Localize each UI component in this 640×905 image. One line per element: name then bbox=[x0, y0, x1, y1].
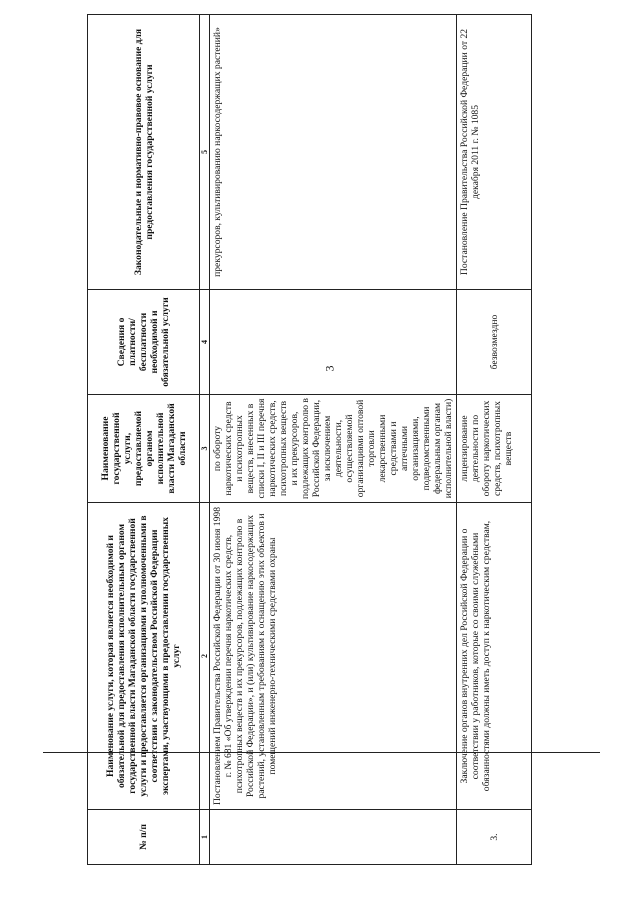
row-legal-basis: Постановление Правительства Российской Федерации от 22 декабря 2011 г. № 1085 bbox=[457, 15, 532, 290]
header-required-service: Наименование услуги, которая является необходимой и обязательной для предоставления исполнительным органом государственной власти Магаданской области государственной услуги и предоставляется организациями и уполномоченными в соответствии с законодательством Российской Федерации экспертами, участвующими в предоставлении государственных услуг bbox=[88, 503, 200, 810]
column-number: 2 bbox=[200, 503, 210, 810]
column-number: 3 bbox=[200, 395, 210, 503]
header-number: № п/п bbox=[88, 810, 200, 865]
column-number-row bbox=[200, 15, 210, 865]
table-header-row bbox=[88, 15, 200, 865]
services-table bbox=[87, 14, 532, 865]
header-legal-basis: Законодательные и нормативно-правовое основание для предоставления государственной услуги bbox=[88, 15, 200, 290]
row-number bbox=[210, 810, 457, 865]
row-required-service: Заключение органов внутренних дел Российской Федерации о соответствии у работников, которые со своими служебными обязанностями должны иметь доступ к наркотическим средствам, bbox=[457, 503, 532, 810]
row-legal-basis: прекурсоров, культивированию наркосодержащих растений» bbox=[210, 15, 457, 290]
row-state-service: лицензирование деятельности по обороту наркотических средств, психотропных веществ bbox=[457, 395, 532, 503]
row-number: 3. bbox=[457, 810, 532, 865]
row-payment: безвозмездно bbox=[457, 290, 532, 395]
row-state-service: по обороту наркотических средств и психотропных веществ, внесенных в списки I, II и III перечня наркотических средств, психотропных веществ и их прекурсоров, подлежащих контролю в Российской Федерации, за исключением деятельности, осуществляемой организациями оптовой торговли лекарственными средствами и аптечными организациями, подведомственными федеральным органам исполнительной власти) bbox=[210, 395, 457, 503]
table-row bbox=[210, 15, 457, 865]
row-payment bbox=[210, 290, 457, 395]
column-number: 4 bbox=[200, 290, 210, 395]
header-state-service: Наименование государственной услуги, предоставляемой органом исполнительной власти Магаданской области bbox=[88, 395, 200, 503]
rotated-table-container bbox=[87, 15, 513, 865]
row-required-service: Постановлением Правительства Российской Федерации от 30 июня 1998 г. № 681 «Об утверждении перечня наркотических средств, психотропных веществ и их прекурсоров, подлежащих контролю в Российской Федерации», и (или) культивирование наркосодержащих растений, установленным требованиям к оснащению этих объектов и помещений инженерно-техническими средствами охраны bbox=[210, 503, 457, 810]
page-number: 3 bbox=[322, 365, 337, 372]
table-row bbox=[457, 15, 532, 865]
column-number: 1 bbox=[200, 810, 210, 865]
header-payment: Сведения о платности/ бесплатности необходимой и обязательной услуги bbox=[88, 290, 200, 395]
column-number: 5 bbox=[200, 15, 210, 290]
